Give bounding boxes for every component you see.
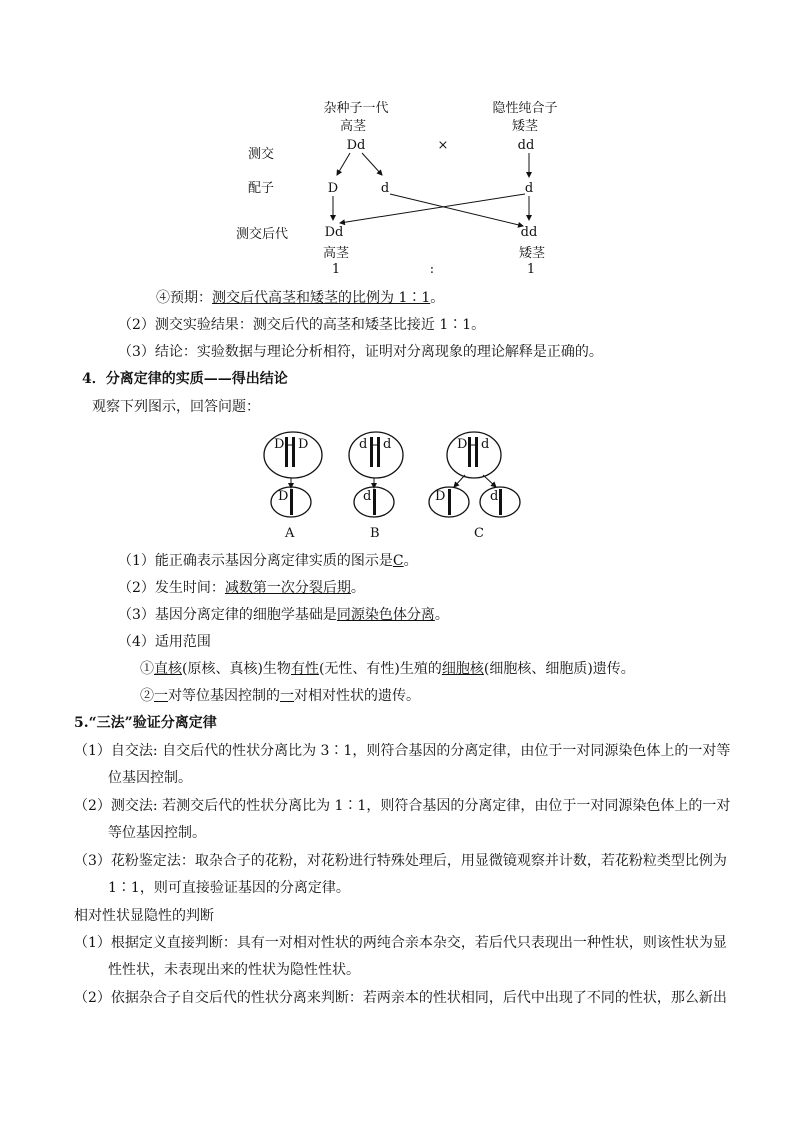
q2-suffix: 。: [350, 580, 365, 596]
q3-suffix: 。: [434, 607, 449, 623]
question-2: [118, 578, 365, 598]
q2-prefix: （2）发生时间：: [118, 580, 225, 596]
dominance-heading: 相对性状显隐性的判断: [74, 908, 214, 924]
cross-symbol: ×: [437, 138, 449, 153]
diagram-B: [349, 432, 403, 541]
q3-prefix: （3）基因分离定律的细胞学基础是: [118, 607, 337, 623]
offspring-tall: 高茎: [322, 246, 350, 261]
method-2-line-1: （2）测交法: 若测交后代的性状分离比为 1∶1，则符合基因的分离定律，由位于一对同源染色体上的一对: [74, 798, 731, 814]
section-5-heading: 5.“三法”验证分离定律: [74, 715, 217, 731]
C-top-right-allele: d: [481, 437, 490, 452]
section-4-heading: 4．分离定律的实质——得出结论: [82, 371, 288, 387]
label-A: A: [285, 526, 295, 541]
offspring-Dd: Dd: [324, 225, 344, 240]
method-3-line-2: 1∶1，则可直接验证基因的分离定律。: [108, 880, 350, 896]
recessive-phenotype: 矮茎: [511, 119, 539, 134]
judgement-1-line-1: （1）根据定义直接判断：具有一对相对性状的两纯合亲本杂交，若后代只表现出一种性状，则该性状为显: [74, 935, 727, 951]
row-label-testcross: 测交: [248, 147, 275, 162]
B-bottom-allele: d: [363, 489, 372, 504]
method-1-line-1: （1）自交法: 自交后代的性状分离比为 3∶1，则符合基因的分离定律，由位于一对同源染色体上的一对等: [74, 743, 731, 759]
A-bottom-allele: D: [278, 489, 289, 504]
row-label-gametes: 配子: [248, 181, 275, 196]
ratio-right: 1: [526, 262, 536, 277]
scope-2-t2: 对相对性状的遗传。: [294, 688, 420, 704]
label-B: B: [370, 526, 380, 541]
hybrid-title: 杂种子一代: [323, 101, 389, 116]
gamete-d-recessive: d: [524, 181, 534, 196]
question-3: [118, 605, 449, 625]
q1-prefix: （1）能正确表示基因分离定律实质的图示是: [118, 553, 393, 569]
scope-line-2: [140, 686, 420, 706]
scope-1-t3: (细胞核、细胞质)遗传。: [483, 661, 635, 677]
question-1: [118, 551, 418, 571]
offspring-short: 矮茎: [518, 246, 546, 261]
question-4: （4）适用范围: [118, 634, 211, 650]
testcross-result: （2）测交实验结果：测交后代的高茎和矮茎比接近 1∶1。: [118, 317, 486, 333]
method-1-line-2: 位基因控制。: [108, 770, 192, 786]
arrow-d1-to-dd: [390, 194, 523, 226]
prediction-prefix: ④预期：: [156, 290, 212, 306]
recessive-title: 隐性纯合子: [492, 101, 558, 116]
judgement-2-line-1: （2）依据杂合子自交后代的性状分离来判断：若两亲本的性状相同，后代中出现了不同的性状，那么新出: [74, 990, 727, 1006]
arrow-d2-to-Dd: [340, 194, 525, 223]
scope-1-number: ①: [140, 661, 154, 677]
gamete-D: D: [327, 181, 339, 196]
C-bottom-left-allele: D: [435, 489, 446, 504]
testcross-diagram: [220, 95, 580, 280]
diagram-A: [264, 432, 322, 541]
scope-1-u2: 有性: [290, 661, 319, 677]
intro-line: 观察下列图示，回答问题：: [92, 399, 260, 415]
C-top-left-allele: D: [457, 437, 468, 452]
scope-2-u1: 一: [154, 688, 168, 704]
conclusion: （3）结论：实验数据与理论分析相符，证明对分离现象的理论解释是正确的。: [118, 344, 603, 360]
hybrid-phenotype: 高茎: [339, 119, 367, 134]
chromosome-diagram: [255, 425, 535, 550]
method-3-line-1: （3）花粉鉴定法：取杂合子的花粉，对花粉进行特殊处理后，用显微镜观察并计数，若花粉粒类型比例为: [74, 853, 727, 869]
ratio-left: 1: [331, 262, 341, 277]
B-top-right-allele: d: [383, 437, 392, 452]
judgement-1-line-2: 性性状，未表现出来的性状为隐性性状。: [108, 962, 360, 978]
A-top-right-allele: D: [298, 437, 309, 452]
gamete-d-hybrid: d: [380, 181, 390, 196]
B-top-left-allele: d: [359, 437, 368, 452]
q3-answer: 同源染色体分离: [336, 607, 435, 623]
scope-1-t1: (原核、真核)生物: [182, 661, 291, 677]
prediction-underlined: 测交后代高茎和矮茎的比例为 1∶1: [212, 290, 431, 306]
parent-recessive-genotype: dd: [517, 138, 535, 153]
arrow-to-gamete-d1: [362, 153, 382, 175]
prediction-line: [156, 288, 444, 308]
q1-suffix: 。: [403, 553, 418, 569]
row-label-offspring: 测交后代: [236, 227, 289, 242]
scope-1-u3: 细胞核: [441, 661, 484, 677]
prediction-suffix: 。: [430, 290, 445, 306]
q2-answer: 减数第一次分裂后期: [224, 580, 351, 596]
method-2-line-2: 等位基因控制。: [108, 825, 206, 841]
offspring-dd: dd: [520, 225, 538, 240]
parent-hybrid-genotype: Dd: [346, 138, 366, 153]
scope-1-t2: (无性、有性)生殖的: [318, 661, 442, 677]
C-bottom-right-allele: d: [490, 489, 499, 504]
scope-2-number: ②: [140, 688, 154, 704]
scope-2-u2: 一: [280, 688, 294, 704]
scope-2-t1: 对等位基因控制的: [168, 688, 280, 704]
label-C: C: [474, 526, 484, 541]
diagram-C: [429, 432, 520, 541]
A-top-left-allele: D: [274, 437, 285, 452]
scope-1-u1: 直核: [154, 661, 182, 677]
arrow-to-gamete-D: [337, 153, 350, 175]
scope-line-1: [140, 659, 635, 679]
q1-answer: C: [392, 553, 404, 569]
ratio-colon: :: [429, 262, 435, 277]
